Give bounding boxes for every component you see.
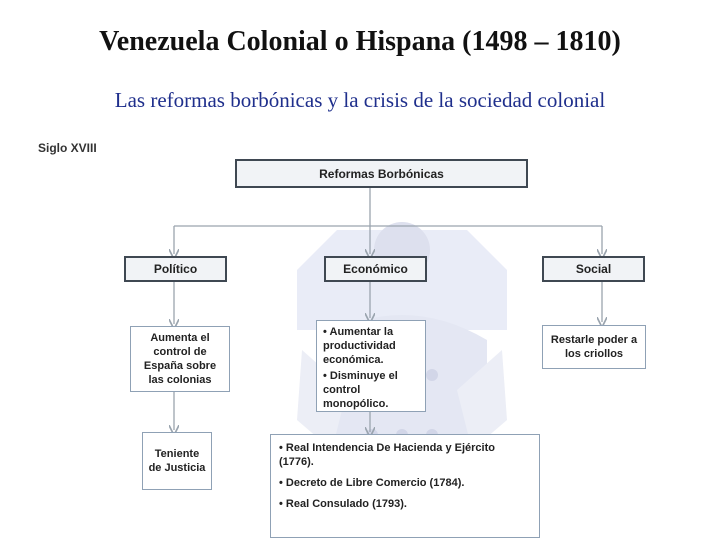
reform-item-2: • Decreto de Libre Comercio (1784). (279, 477, 465, 489)
economico-item-1: • Aumentar la productividad económica. (323, 326, 396, 366)
economico-box: Económico (324, 256, 427, 282)
economico-item-2: • Disminuye el control monopólico. (323, 370, 398, 410)
reformas-borbonicas-box: Reformas Borbónicas (235, 159, 528, 188)
reform-list-box (270, 434, 540, 538)
reform-diagram (112, 150, 638, 540)
reform-item-1: • Real Intendencia De Hacienda y Ejército (1776). (279, 442, 495, 468)
politico-detail-box: Aumenta el control de España sobre las colonias (130, 326, 230, 392)
era-label: Siglo XVIII (38, 141, 97, 155)
teniente-justicia-box: Teniente de Justicia (142, 432, 212, 490)
economico-detail-box (316, 320, 426, 412)
social-detail-box: Restarle poder a los criollos (542, 325, 646, 369)
page-subtitle: Las reformas borbónicas y la crisis de la sociedad colonial (114, 88, 606, 112)
page-title: Venezuela Colonial o Hispana (1498 – 1810) (99, 26, 621, 57)
social-box: Social (542, 256, 645, 282)
politico-box: Político (124, 256, 227, 282)
reform-item-3: • Real Consulado (1793). (279, 498, 407, 510)
